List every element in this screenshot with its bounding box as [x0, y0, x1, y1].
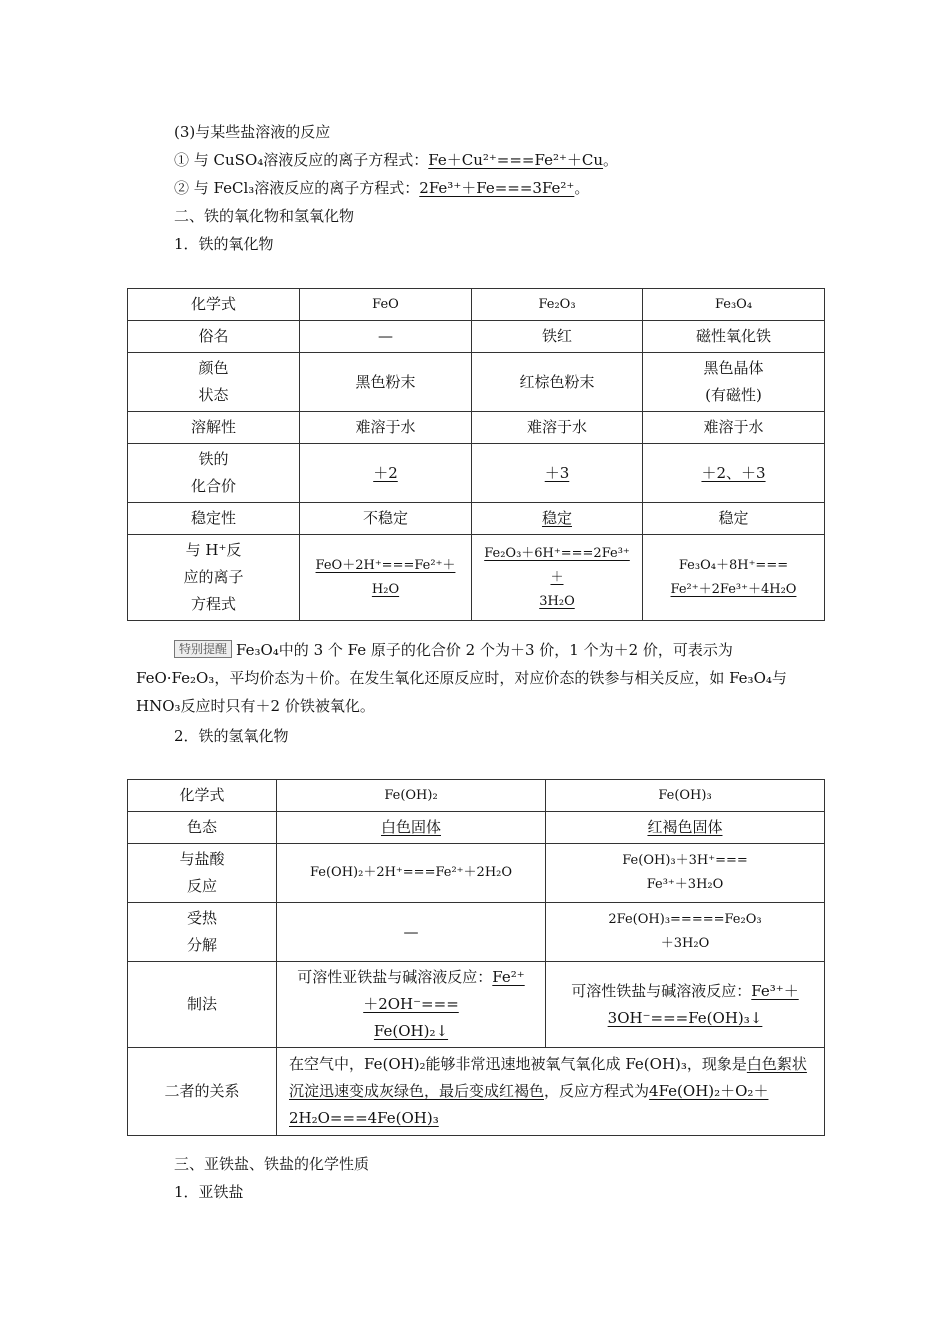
- table-row: [128, 812, 825, 844]
- cell: 磁性氧化铁: [643, 321, 825, 353]
- text: 可溶性亚铁盐与碱溶液反应：: [297, 968, 493, 986]
- table-row: [128, 289, 825, 321]
- text: 状态: [198, 386, 229, 404]
- text: 颜色: [198, 359, 229, 377]
- intro-line-1: (3)与某些盐溶液的反应: [174, 123, 331, 141]
- text: Fe³⁺＋: [751, 981, 799, 1000]
- cell: [546, 812, 825, 844]
- text: 3H₂O: [539, 593, 575, 609]
- text: 2Fe(OH)₃=====Fe₂O₃: [608, 912, 762, 927]
- cell: [472, 444, 643, 503]
- cell: 铁红: [472, 321, 643, 353]
- text: ② 与 FeCl₃溶液反应的离子方程式：: [174, 179, 420, 197]
- row-label: 俗名: [128, 321, 300, 353]
- cell: 难溶于水: [472, 412, 643, 444]
- text: Fe₃O₄＋8H⁺===: [678, 557, 789, 573]
- text: ＋: [550, 569, 564, 585]
- text: ，反应方程式为: [544, 1082, 650, 1100]
- cell: [643, 535, 825, 621]
- cell: —: [300, 321, 472, 353]
- text: 方程式: [190, 595, 236, 613]
- header-cell: Fe(OH)₃: [546, 780, 825, 812]
- cell: [546, 962, 825, 1048]
- table-row: [128, 780, 825, 812]
- table-row: [128, 503, 825, 535]
- cell: 难溶于水: [300, 412, 472, 444]
- row-label: [128, 903, 277, 962]
- cell: [472, 503, 643, 535]
- text: 化合价: [190, 477, 236, 495]
- text: 红褐色固体: [647, 818, 723, 836]
- hydroxides-table: [127, 779, 825, 1136]
- text: Fe(OH)₃＋3H⁺===: [622, 853, 748, 868]
- row-label: 二者的关系: [128, 1048, 277, 1136]
- text: ＋2: [373, 463, 398, 482]
- text: 分解: [186, 936, 217, 954]
- note-tag: 特别提醒: [174, 640, 232, 658]
- section-heading-3: 三、亚铁盐、铁盐的化学性质: [174, 1155, 370, 1173]
- table-row: [128, 321, 825, 353]
- cell: [277, 1048, 825, 1136]
- row-label: 溶解性: [128, 412, 300, 444]
- cell: 不稳定: [300, 503, 472, 535]
- row-label: [128, 844, 277, 903]
- cell: [546, 844, 825, 903]
- text: 应的离子: [183, 568, 244, 586]
- text: 白色絮状沉淀迅速变成灰绿色，最后变成红褐色: [289, 1055, 807, 1100]
- cell: [643, 353, 825, 412]
- cell: Fe(OH)₂＋2H⁺===Fe²⁺＋2H₂O: [277, 844, 546, 903]
- text: H₂O: [371, 581, 400, 597]
- text: 反应: [186, 877, 217, 895]
- special-note: [136, 636, 826, 720]
- row-label: 稳定性: [128, 503, 300, 535]
- text: 稳定: [541, 509, 572, 527]
- row-label: [128, 353, 300, 412]
- text: 4Fe(OH)₂＋O₂＋2H₂O===4Fe(OH)₃: [289, 1082, 769, 1127]
- note-text: Fe₃O₄中的 3 个 Fe 原子的化合价 2 个为＋3 价，1 个为＋2 价，可表示为 FeO·Fe₂O₃，平均价态为＋价。在发生氧化还原反应时，对应价态的铁参与相关反应，如 Fe₃O₄与 HNO₃反应时只有＋2 价铁被氧化。: [136, 641, 787, 715]
- intro-line-2: [174, 148, 618, 172]
- header-cell: FeO: [300, 289, 472, 321]
- text: Fe₂O₃＋6H⁺===2Fe³⁺: [484, 545, 630, 561]
- text: 与盐酸: [179, 850, 225, 868]
- equation: 2Fe³⁺＋Fe===3Fe²⁺: [419, 179, 575, 197]
- row-label: 色态: [128, 812, 277, 844]
- text: Fe²⁺＋2Fe³⁺＋4H₂O: [670, 581, 797, 597]
- table-row: [128, 353, 825, 412]
- table-row: [128, 903, 825, 962]
- text: 黑色晶体: [703, 359, 764, 377]
- text: 受热: [186, 909, 217, 927]
- text: Fe³⁺＋3H₂O: [646, 877, 724, 892]
- text: FeO＋2H⁺===Fe²⁺＋: [315, 557, 456, 573]
- subsection-heading-hydroxides: 2．铁的氢氧化物: [174, 727, 289, 745]
- section-heading-2: 二、铁的氧化物和氢氧化物: [174, 207, 355, 225]
- text: 白色固体: [380, 818, 441, 836]
- cell: —: [277, 903, 546, 962]
- subsection-heading-oxides: 1．铁的氧化物: [174, 235, 274, 253]
- table-row: [128, 535, 825, 621]
- intro-line-3: [174, 176, 589, 200]
- text: 可溶性铁盐与碱溶液反应：: [571, 981, 752, 1000]
- subsection-heading-ferrous: 1．亚铁盐: [174, 1183, 244, 1201]
- cell: 红棕色粉末: [472, 353, 643, 412]
- header-cell: Fe₂O₃: [472, 289, 643, 321]
- text: ＋3: [544, 463, 570, 482]
- text: Fe(OH)₂↓: [373, 1022, 449, 1040]
- text: 。: [574, 179, 590, 197]
- cell: [472, 535, 643, 621]
- cell: 稳定: [643, 503, 825, 535]
- cell: 黑色粉末: [300, 353, 472, 412]
- table-row: [128, 844, 825, 903]
- row-label: 制法: [128, 962, 277, 1048]
- text: ＋3H₂O: [660, 936, 710, 951]
- text: (有磁性): [705, 386, 762, 404]
- cell: [643, 444, 825, 503]
- text: ＋2OH⁻===: [363, 995, 459, 1013]
- text: 铁的: [198, 450, 229, 468]
- table-row: [128, 412, 825, 444]
- equation: Fe＋Cu²⁺===Fe²⁺＋Cu: [428, 151, 604, 169]
- text: Fe²⁺: [492, 968, 525, 986]
- row-label: [128, 444, 300, 503]
- text: ＋2、＋3: [701, 463, 766, 482]
- table-row: [128, 1048, 825, 1136]
- table-row: [128, 444, 825, 503]
- text: 。: [603, 151, 619, 169]
- header-cell: Fe(OH)₂: [277, 780, 546, 812]
- text: ① 与 CuSO₄溶液反应的离子方程式：: [174, 151, 429, 169]
- header-cell: 化学式: [128, 289, 300, 321]
- header-cell: 化学式: [128, 780, 277, 812]
- cell: [300, 535, 472, 621]
- text: 3OH⁻===Fe(OH)₃↓: [607, 1008, 763, 1027]
- cell: 难溶于水: [643, 412, 825, 444]
- header-cell: Fe₃O₄: [643, 289, 825, 321]
- oxides-table: [127, 288, 825, 621]
- text: 与 H⁺反: [185, 541, 242, 559]
- cell: [546, 903, 825, 962]
- cell: [277, 812, 546, 844]
- cell: [277, 962, 546, 1048]
- cell: [300, 444, 472, 503]
- row-label: [128, 535, 300, 621]
- table-row: [128, 962, 825, 1048]
- text: 在空气中，Fe(OH)₂能够非常迅速地被氧气氧化成 Fe(OH)₃，现象是: [289, 1055, 747, 1073]
